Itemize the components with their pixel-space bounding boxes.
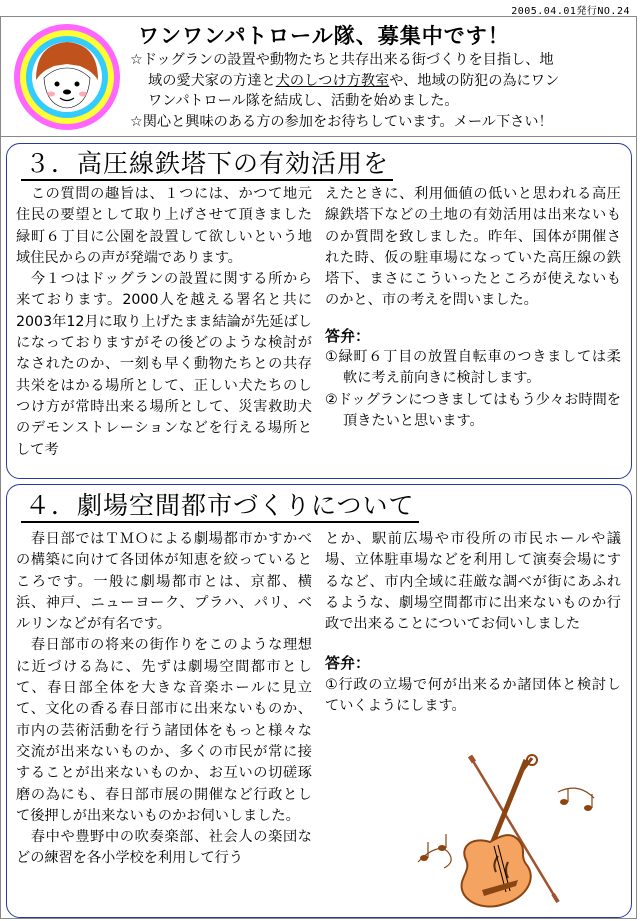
paragraph: とか、駅前広場や市役所の市民ホールや議場、立体駐車場などを利用して演奏会場にするなど、市内全域に荘厳な調べが街にあふれるような、劇場空間都市に出来ないものか行政で出来ることについてお伺いしました <box>325 531 621 633</box>
section-4-title: ４．劇場空間都市づくりについて <box>21 491 419 523</box>
violin-illustration-icon <box>408 752 608 912</box>
section-3-left-column <box>16 184 312 461</box>
paragraph: 春日部市の将来の街作りをこのような理想に近づける為に、先ずは劇場空間都市として、春日部全体を大きな音楽ホールに見立て、文化の香る春日部市に出来ないものか、市内の芸術活動を行う諸団体をもっと様々な交流が出来ないものか、多くの市民が常に接することが出来ないものか、お互いの切磋琢磨の為にも、春日部市展の開催など行政として後押しが出来ないものかお伺いしました。 <box>16 637 312 824</box>
section-3-box <box>6 143 632 479</box>
answer-item: ②ドッグランにつきましてはもう少々お時間を頂きたいと思います。 <box>325 391 621 429</box>
section-3-title: ３．高圧線鉄塔下の有効活用を <box>21 149 393 181</box>
intro-underlined-text: 犬のしつけ方教室 <box>275 72 390 89</box>
answer-label: 答弁： <box>325 654 371 673</box>
section-4-left-column <box>16 529 312 870</box>
paragraph: 春日部ではＴＭＯによる劇場都市かすかべの構築に向けて各団体が知恵を絞っているところです。一般に劇場都市とは、京都、横浜、神戸、ニューヨーク、プラハ、パリ、ベルリンなどが有名です。 <box>16 531 312 633</box>
section-3-right-column <box>325 184 621 432</box>
header-title: ワンワンパトロール隊、募集中です！ <box>138 24 510 48</box>
answer-label: 答弁： <box>325 326 371 345</box>
paragraph: 春中や豊野中の吹奏楽部、社会人の楽団などの練習を各小学校を利用して行う <box>16 829 312 867</box>
header-intro <box>130 50 635 132</box>
intro-line: ワンパトロール隊を結成し、活動を始めました。 <box>148 93 459 109</box>
intro-line: ☆関心と興味のある方の参加をお待ちしています。メール下さい！ <box>130 113 553 130</box>
header-divider <box>0 136 637 137</box>
paragraph: 今１つはドッグランの設置に関する所から来ております。2000人を越える署名と共に2003年12月に取り上げたまま結論が先延ばしになっておりますがその後どのような検討がなされたのか、一刻も早く動物たちとの共存共栄をはかる場所として、正しい犬たちのしつけ方が常時出来る場所として、災害救助犬のデモンストレーションなどを行える場所として考 <box>16 271 312 458</box>
issue-number: 2005.04.01発行NO.24 <box>511 6 630 17</box>
intro-line: ☆ドッグランの設置や動物たちと共存出来る街づくりを目指し、地 <box>130 52 554 68</box>
intro-text: 域の愛犬家の方達と <box>148 72 276 89</box>
intro-text: や、地域の防犯の為にワン <box>389 72 560 89</box>
paragraph: この質問の趣旨は、１つには、かつて地元住民の要望として取り上げさせて頂きました緑町６丁目に公園を設置して欲しいという地域住民からの声が発端であります。 <box>16 186 312 266</box>
answer-item: ①緑町６丁目の放置自転車のつきましては柔軟に考え前向きに検討します。 <box>325 349 621 387</box>
intro-line <box>130 71 635 92</box>
paragraph: えたときに、利用価値の低いと思われる高圧線鉄塔下などの土地の有効活用は出来ないものか質問を致しました。昨年、国体が開催された時、仮の駐車場になっていた高圧線の鉄塔下、まさにこういったところが使えないものかと、市の考えを問いました。 <box>325 186 621 309</box>
answer-item: ①行政の立場で何が出来るか諸団体と検討していくようにします。 <box>325 676 621 715</box>
dog-face-rainbow-logo-icon <box>10 22 124 132</box>
section-4-right-column <box>325 529 621 717</box>
